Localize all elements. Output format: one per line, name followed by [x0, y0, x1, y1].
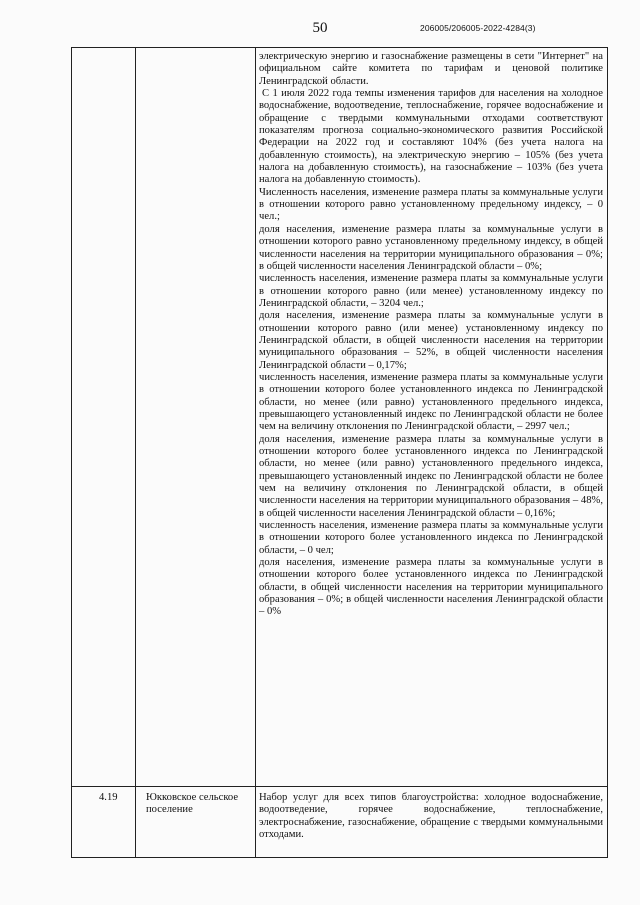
- paragraph: доля населения, изменение размера платы за коммунальные услуги в отношении которого более установленного индекса по Ленинградской области, в общей численности населения на территории муниципального образования – 0%; в общей численности населения Ленинградской области – 0%: [259, 557, 603, 618]
- row-divider: [72, 786, 607, 787]
- document-code: 206005/206005-2022-4284(3): [420, 23, 536, 33]
- services-description: Набор услуг для всех типов благоустройства: холодное водоснабжение, водоотведение, горячее водоснабжение, теплоснабжение, электроснабжение, газоснабжение, обращение с твердыми коммунальными отходами.: [259, 792, 603, 841]
- paragraph: численность населения, изменение размера платы за коммунальные услуги в отношении которого более установленного индекса по Ленинградской области, но менее (или равно) установленного предельного индекса, превышающего установленный индекс по Ленинградской области не более чем на величину отклонения по Ленинградской области, – 2997 чел.;: [259, 371, 603, 433]
- municipality-name: Юкковское сельское поселение: [146, 792, 239, 816]
- paragraph: численность населения, изменение размера платы за коммунальные услуги в отношении которого более установленного индекса по Ленинградской области, – 0 чел;: [259, 520, 603, 556]
- paragraph: С 1 июля 2022 года темпы изменения тарифов для населения на холодное водоснабжение, водоотведение, теплоснабжение, горячее водоснабжение и обращение с твердыми коммунальными отходами соответствуют показателям прогноза социально-экономического развития Российской Федерации на 2022 год и составляют 104% (без учета налога на добавленную стоимость), на электрическую энергию – 105% (без учета налога на добавленную стоимость), на газоснабжение – 103% (без учета налога на добавленную стоимость).: [259, 88, 603, 186]
- paragraph: электрическую энергию и газоснабжение размещены в сети "Интернет" на официальном сайте комитета по тарифам и ценовой политике Ленинградской области.: [259, 51, 603, 87]
- continued-description-cell: [259, 51, 603, 619]
- column-divider-2: [255, 48, 256, 857]
- tariff-table: [71, 47, 608, 858]
- paragraph: доля населения, изменение размера платы за коммунальные услуги в отношении которого равно (или менее) установленному индексу по Ленинградской области, в общей численности населения на территории муниципального образования – 52%, в общей численности населения Ленинградской области – 0,17%;: [259, 310, 603, 371]
- column-divider-1: [135, 48, 136, 857]
- row-number: 4.19: [99, 792, 118, 803]
- paragraph: Численность населения, изменение размера платы за коммунальные услуги в отношении которого равно установленному предельному индексу, – 0 чел.;: [259, 186, 603, 223]
- paragraph: доля населения, изменение размера платы за коммунальные услуги в отношении которого более установленного индекса по Ленинградской области, но менее (или равно) установленного предельного индекса, превышающего установленный индекс по Ленинградской области не более чем на величину отклонения по Ленинградской области, в общей численности населения на территории муниципального образования – 48%, в общей численности населения Ленинградской области – 0,16%;: [259, 433, 603, 519]
- paragraph: численность населения, изменение размера платы за коммунальные услуги в отношении которого равно (или менее) установленному индексу по Ленинградской области, – 3204 чел.;: [259, 273, 603, 309]
- page-number: 50: [312, 20, 328, 36]
- paragraph: доля населения, изменение размера платы за коммунальные услуги в отношении которого равно установленному предельному индексу, в общей численности населения на территории муниципального образования – 0%; в общей численности населения Ленинградской области – 0%;: [259, 223, 603, 272]
